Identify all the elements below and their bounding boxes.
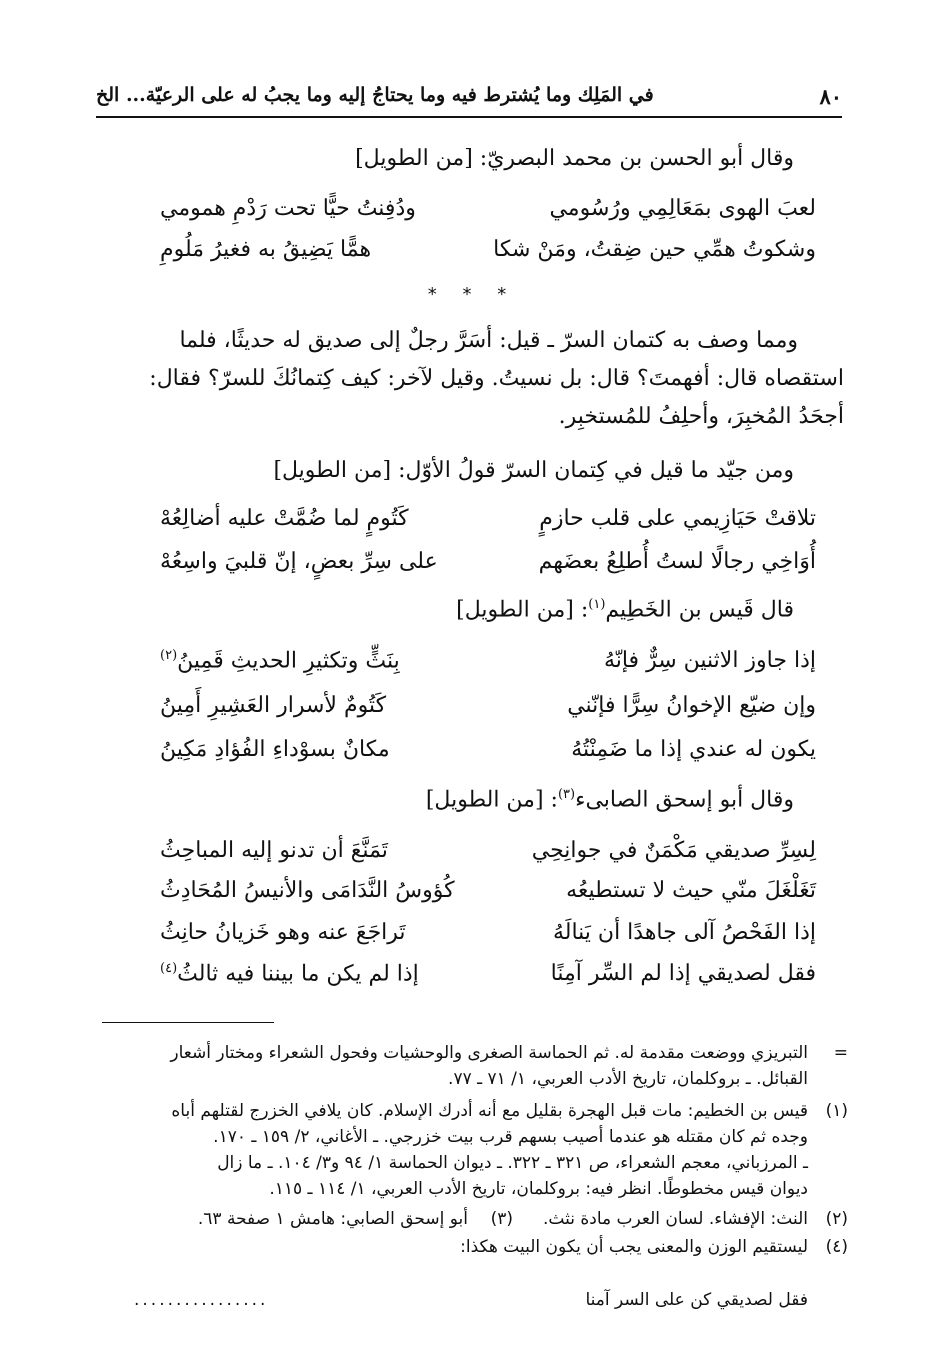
poet-name: وقال أبو إسحق الصابىء: [575, 787, 794, 813]
footnote-text: النث: الإفشاء. لسان العرب مادة نثث.: [543, 1209, 808, 1229]
section4-intro: [426, 787, 794, 812]
verse-first-hemistich: لِسِرِّ صديقي مَكْمَنٌ في جوانِحِي: [531, 838, 816, 863]
verse-second-hemistich: تَراجَعَ عنه وهو خَزيانُ حانِثُ: [160, 920, 406, 945]
section2-intro: ومن جيّد ما قيل في كِتمان السرّ قولُ الأوّل: [من الطويل]: [273, 458, 794, 483]
verse-second-hemistich: همًّا يَضِيقُ به فغيرُ مَلُومِ: [160, 237, 372, 262]
verse-first-hemistich: لعبَ الهوى بمَعَالِمِي ورُسُومي: [549, 196, 816, 221]
page-number: ٨٠: [819, 84, 842, 109]
verse-first-hemistich: فقل لصديقي إذا لم السِّر آمِنًا: [550, 961, 816, 986]
paragraph-line: أجحَدُ المُخبِرَ، وأحلِفُ للمُستخبِر.: [558, 404, 844, 429]
footnote-line: ليستقيم الوزن والمعنى يجب أن يكون البيت هكذا:: [460, 1237, 808, 1257]
verse-second-hemistich: مكانٌ بسوْداءِ الفُؤادِ مَكِينُ: [160, 737, 390, 762]
footnote-line: ديوان قيس مخطوطًا. انظر فيه: بروكلمان، تاريخ الأدب العربي، ١/ ١١٤ ـ ١١٥.: [269, 1179, 808, 1199]
footnote-mark: (٤): [825, 1237, 848, 1257]
verse: [98, 961, 844, 1001]
footnote-mark: =: [833, 1043, 848, 1063]
verse-first-hemistich: يكون له عندي إذا ما ضَمِنْتُهُ: [571, 737, 816, 762]
footnote-line: القبائل. ـ بروكلمان، تاريخ الأدب العربي، ١/ ٧١ ـ ٧٧.: [448, 1069, 808, 1089]
section3-intro: [456, 597, 794, 622]
hemistich-text: بِنَثٍّ وتكثيرِ الحديثِ قَمِينُ: [177, 648, 400, 674]
verse-second-hemistich: تَمَنَّعَ أن تدنو إليه المباحِثُ: [160, 838, 388, 863]
footnote-continued: [104, 1040, 848, 1092]
verse: [98, 506, 844, 546]
section-separator: * * *: [427, 284, 517, 305]
verse-first-hemistich: أُوَاخِي رجالًا لستُ أُطلِعُ بعضَهم: [538, 549, 816, 574]
hemistich-text: إذا لم يكن ما بيننا فيه ثالثُ: [177, 961, 419, 987]
footnote-mark: (١): [825, 1101, 848, 1121]
verse-second-hemistich: [160, 648, 400, 673]
footnote-divider: [102, 1022, 274, 1023]
section1-intro: وقال أبو الحسن بن محمد البصريّ: [من الطويل]: [355, 146, 794, 171]
verse-second-hemistich: [160, 961, 419, 986]
meter-label: : [من الطويل]: [456, 597, 589, 623]
verse: [98, 237, 844, 277]
footnote-reference: (٢): [160, 648, 178, 663]
verse: [98, 737, 844, 777]
footnote-reference: (٤): [160, 961, 178, 976]
footnote-line: ـ المرزباني، معجم الشعراء، ص ٣٢١ ـ ٣٢٢. ـ ديوان الحماسة ١/ ٩٤ و٣/ ١٠٤. ـ ما زال: [217, 1153, 808, 1173]
verse-second-hemistich: كُؤوسُ النَّدَامَى والأنيسُ المُحَادِثُ: [160, 878, 455, 903]
verse-first-hemistich: تلاقتْ حَيَازِيمي على قلب حازمٍ: [539, 506, 816, 531]
footnote-verse: فقل لصديقي كن على السر آمنا: [585, 1290, 808, 1310]
meter-label: : [من الطويل]: [425, 787, 558, 813]
poet-name: قال قَيس بن الخَطِيم: [605, 597, 794, 623]
verse: [98, 838, 844, 878]
verse: [98, 196, 844, 236]
verse-first-hemistich: تَغَلْغَلَ منّي حيث لا تستطيعُه: [566, 878, 816, 903]
verse-first-hemistich: وشكوتُ همِّي حين ضِقتُ، ومَنْ شكا: [493, 237, 816, 262]
footnote-4: [104, 1234, 848, 1260]
paragraph-line: استقصاه قال: أفهمتَ؟ قال: بل نسيتُ. وقيل لآخر: كيف كِتمانُكَ للسرّ؟ فقال:: [149, 366, 844, 391]
verse: [98, 648, 844, 688]
footnote-text: أبو إسحق الصابي: هامش ١ صفحة ٦٣.: [197, 1209, 468, 1229]
paragraph-line: ومما وصف به كتمان السرّ ـ قيل: أسَرَّ رجلٌ إلى صديق له حديثًا، فلما: [179, 328, 798, 353]
footnote-line: قيس بن الخطيم: مات قبل الهجرة بقليل مع أنه أدرك الإسلام. كان يلافي الخزرج لقتلهم أباه: [171, 1101, 808, 1121]
footnote-mark: (٢): [825, 1209, 848, 1229]
verse: [98, 920, 844, 960]
footnote-reference: (٣): [557, 787, 576, 802]
verse-second-hemistich: كَتُومٌ لأسرار العَشِيرِ أَمِينُ: [160, 693, 387, 718]
verse-first-hemistich: إذا جاوز الاثنين سِرٌّ فإنّهُ: [603, 648, 816, 673]
footnote-line: وجده ثم كان مقتله هو عندما أصيب بسهم قرب بيت خزرجي. ـ الأغاني، ٢/ ١٥٩ ـ ١٧٠.: [213, 1127, 808, 1147]
prose-paragraph: [100, 322, 844, 436]
verse-first-hemistich: إذا الفَحْصُ آلى جاهدًا أن يَنالَهُ: [552, 920, 816, 945]
verse-second-hemistich: كَتُومٍ لما ضُمَّتْ عليه أضالِعُهْ: [160, 506, 409, 531]
verse: [98, 878, 844, 918]
verse: [98, 693, 844, 733]
footnote-mark: (٣): [490, 1209, 513, 1229]
verse-second-hemistich: ودُفِنتُ حيًّا تحت رَدْمِ همومي: [160, 196, 416, 221]
running-title: في المَلِك وما يُشترط فيه وما يحتاجُ إليه وما يجبُ له على الرعيّة... الخ: [96, 84, 654, 106]
footnote-reference: (١): [588, 597, 606, 612]
footnote-line: التبريزي ووضعت مقدمة له. ثم الحماسة الصغرى والوحشيات وفحول الشعراء ومختار أشعار: [170, 1043, 808, 1063]
footnote-1: [104, 1098, 848, 1202]
page-header: [96, 82, 842, 118]
verse-first-hemistich: وإن ضيّع الإخوانُ سِرًّا فإنّني: [567, 693, 816, 718]
verse: [98, 549, 844, 589]
verse-second-hemistich: على سِرِّ بعضٍ، إنّ قلبيَ واسِعُهْ: [160, 549, 438, 574]
verse-ellipsis: ................: [134, 1290, 269, 1310]
